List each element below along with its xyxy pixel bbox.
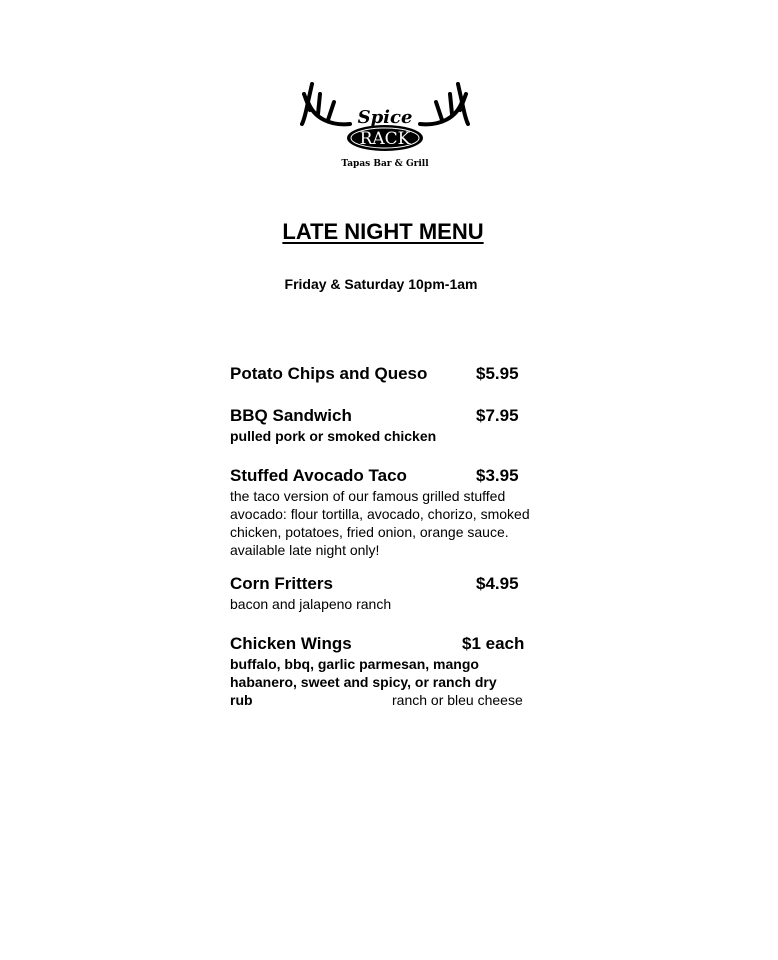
item-name: BBQ Sandwich <box>230 406 352 425</box>
item-name: Chicken Wings <box>230 634 352 653</box>
item-description-line: buffalo, bbq, garlic parmesan, mango <box>230 656 479 672</box>
item-price: $1 each <box>462 634 525 653</box>
item-description-line <box>230 691 550 709</box>
item-description: bacon and jalapeno ranch <box>230 596 392 612</box>
item-price: $3.95 <box>476 466 519 485</box>
item-dipping-sauce: ranch or bleu cheese <box>392 692 523 708</box>
item-name: Stuffed Avocado Taco <box>230 466 407 485</box>
item-price: $5.95 <box>476 364 519 383</box>
menu-item <box>230 634 550 709</box>
logo-spice-text: Spice <box>357 107 413 128</box>
menu-item <box>230 406 550 445</box>
menu-item <box>230 466 550 559</box>
menu-item <box>230 364 550 384</box>
menu-item <box>230 574 550 613</box>
item-description-line: habanero, sweet and spicy, or ranch dry <box>230 674 497 690</box>
logo-subtitle-text: Tapas Bar & Grill <box>341 159 429 169</box>
item-description: the taco version of our famous grilled stuffed avocado: flour tortilla, avocado, chorizo, smoked chicken, potatoes, fried onion, orange sauce. available late night only! <box>230 488 530 558</box>
item-description: pulled pork or smoked chicken <box>230 428 437 444</box>
item-price: $4.95 <box>476 574 519 593</box>
logo-rack-text: RACK <box>359 129 411 149</box>
item-name: Potato Chips and Queso <box>230 364 428 383</box>
menu-title: LATE NIGHT MENU <box>282 219 484 244</box>
antler-logo-icon <box>300 76 470 176</box>
menu-hours: Friday & Saturday 10pm-1am <box>284 276 478 292</box>
item-price: $7.95 <box>476 406 519 425</box>
item-description-rub: rub <box>230 692 253 708</box>
item-name: Corn Fritters <box>230 574 333 593</box>
restaurant-logo <box>300 76 470 176</box>
